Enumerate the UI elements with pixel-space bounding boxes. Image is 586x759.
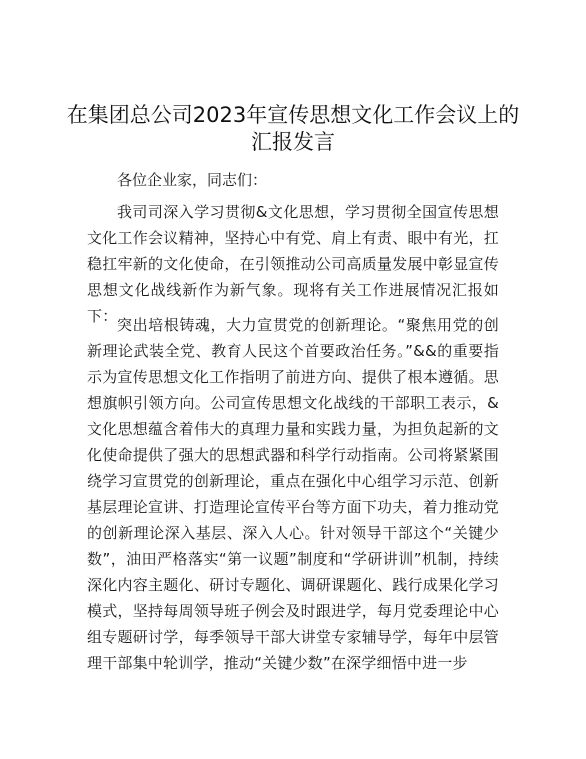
paragraph-1: 我司司深入学习贯彻&文化思想，学习贯彻全国宣传思想文化工作会议精神，坚持心中有党、肩上有责、眼中有光，扛稳扛牢新的文化使命，在引领推动公司高质量发展中彰显宣传思想文化战线新作为新气象。现将有关工作进展情况汇报如下： bbox=[87, 203, 499, 325]
document-title: 在集团总公司2023年宣传思想文化工作会议上的汇报发言 bbox=[66, 103, 520, 154]
paragraph-2: 突出培根铸魂，大力宣贯党的创新理论。“聚焦用党的创新理论武装全党、教育人民这个首要政治任务。”&&的重要指示为宣传思想文化工作指明了前进方向、提供了根本遵循。思想旗帜引领方向。公司宣传思想文化战线的干部职工表示，&文化思想蕴含着伟大的真理力量和实践力量，为担负起新的文化使命提供了强大的思想武器和科学行动指南。公司将紧紧围绕学习宣贯党的创新理论，重点在强化中心组学习示范、创新基层理论宣讲、打造理论宣传平台等方面下功夫，着力推动党的创新理论深入基层、深入人心。针对领导干部这个“关键少数”，油田严格落实“第一议题”制度和“学研讲训”机制，持续深化内容主题化、研讨专题化、调研课题化、践行成果化学习模式，坚持每周领导班子例会及时跟进学，每月党委理论中心组专题研讨学，每季领导干部大讲堂专家辅导学，每年中层管理干部集中轮训学，推动“关键少数”在深学细悟中进一步 bbox=[87, 316, 499, 672]
greeting: 各位企业家，同志们： bbox=[117, 171, 268, 189]
